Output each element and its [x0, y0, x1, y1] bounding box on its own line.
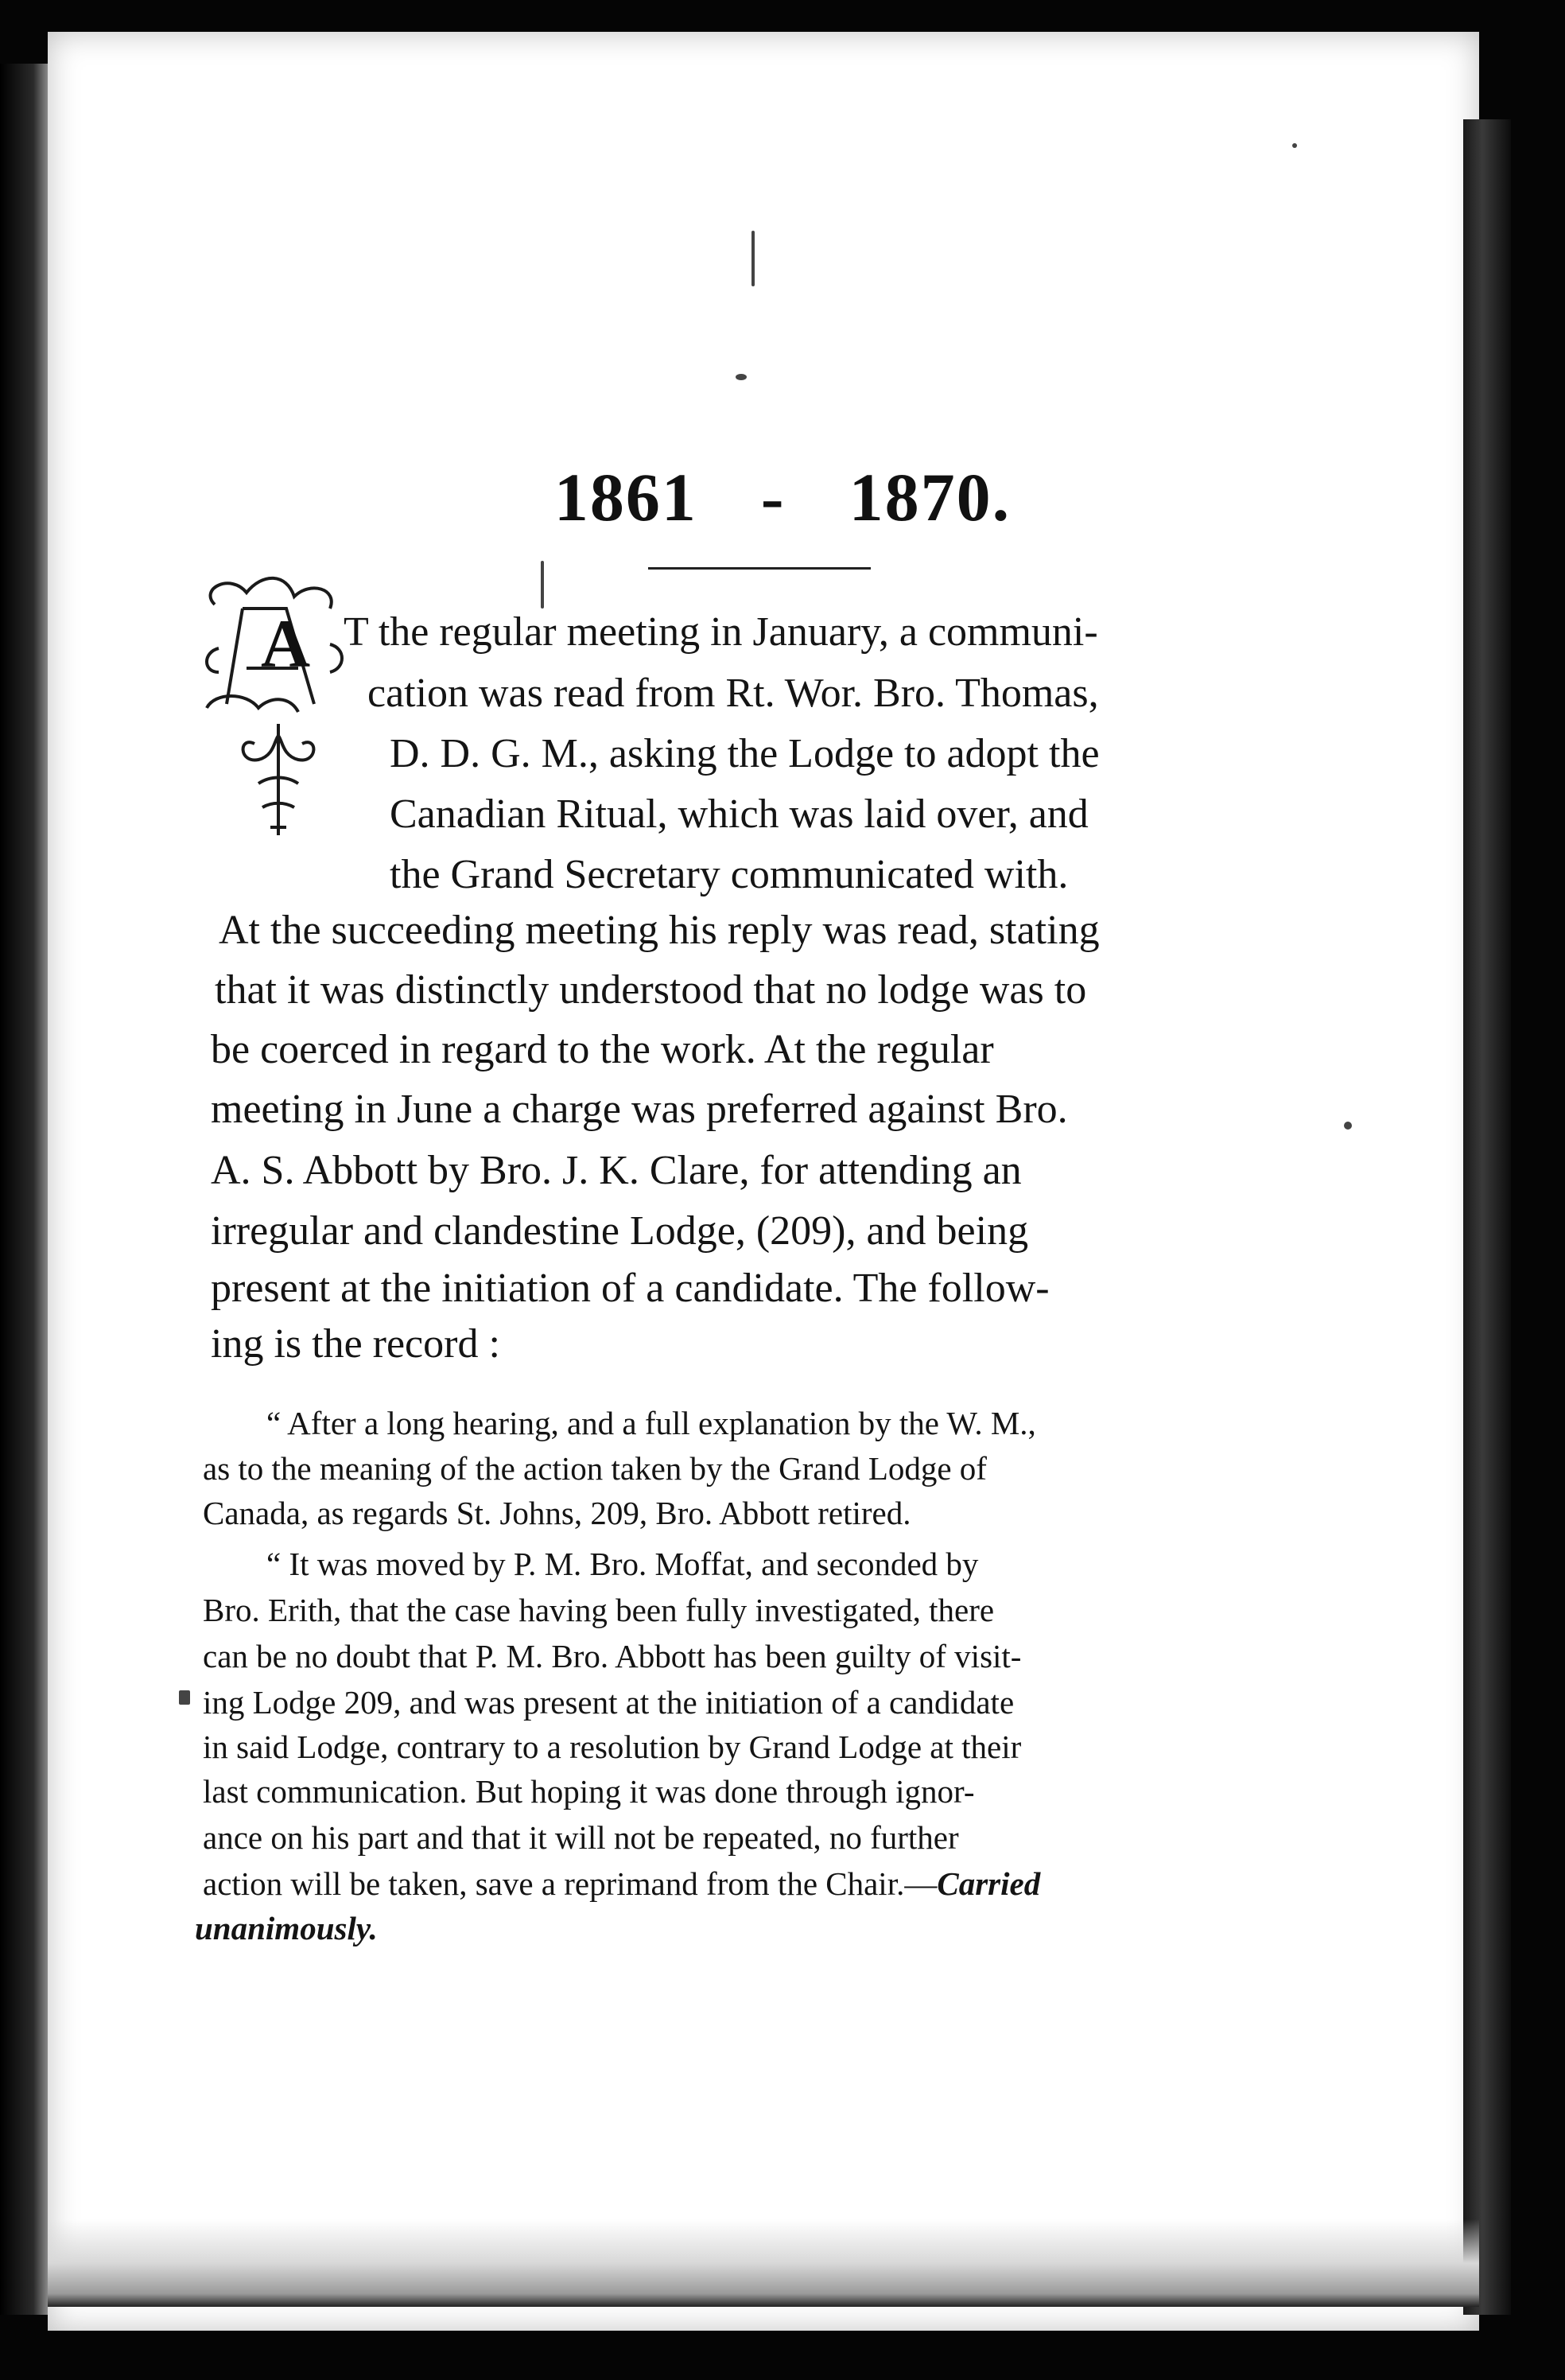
- ink-speck: [736, 374, 747, 380]
- body-line-6: At the succeeding meeting his reply was read, stating: [219, 908, 1100, 953]
- record-line-3: Canada, as regards St. Johns, 209, Bro. Abbott retired.: [203, 1495, 911, 1531]
- record-line-11-text: action will be taken, save a reprimand from the Chair.—: [203, 1865, 938, 1902]
- ink-speck: [179, 1690, 190, 1705]
- record-line-4: “ It was moved by P. M. Bro. Moffat, and seconded by: [266, 1546, 979, 1582]
- body-line-13: ing is the record :: [211, 1321, 500, 1367]
- book-spine: [1463, 119, 1511, 2315]
- body-line-11: irregular and clandestine Lodge, (209), and being: [211, 1208, 1029, 1254]
- ink-speck: [1344, 1122, 1352, 1130]
- record-line-7: ing Lodge 209, and was present at the initiation of a candidate: [203, 1684, 1015, 1721]
- ink-speck: [1292, 143, 1297, 148]
- ornamental-drop-cap: [199, 573, 358, 843]
- body-line-1: T the regular meeting in January, a communi-: [344, 609, 1098, 655]
- body-line-10: A. S. Abbott by Bro. J. K. Clare, for attending an: [211, 1148, 1022, 1193]
- body-line-7: that it was distinctly understood that no lodge was to: [215, 967, 1087, 1013]
- heading-end-year: 1870.: [849, 459, 1012, 535]
- heading-separator: -: [760, 459, 786, 535]
- record-line-12: [195, 1909, 378, 1947]
- body-line-5: the Grand Secretary communicated with.: [390, 852, 1069, 897]
- body-line-9: meeting in June a charge was preferred against Bro.: [211, 1087, 1068, 1132]
- body-line-4: Canadian Ritual, which was laid over, and: [390, 791, 1089, 837]
- ink-mark: [541, 561, 544, 609]
- record-carried-tail: unanimously.: [195, 1910, 378, 1946]
- record-line-8: in said Lodge, contrary to a resolution by Grand Lodge at their: [203, 1729, 1022, 1765]
- bottom-page-edge: [48, 2219, 1479, 2307]
- record-line-6: can be no doubt that P. M. Bro. Abbott has been guilty of visit-: [203, 1638, 1022, 1674]
- record-line-10: ance on his part and that it will not be repeated, no further: [203, 1819, 959, 1856]
- record-carried: Carried: [937, 1865, 1041, 1902]
- drop-cap-letter: A: [261, 605, 311, 682]
- body-line-3: D. D. G. M., asking the Lodge to adopt the: [390, 731, 1100, 776]
- page-heading: [0, 457, 1565, 537]
- record-line-2: as to the meaning of the action taken by the Grand Lodge of: [203, 1450, 987, 1487]
- heading-start-year: 1861: [553, 459, 697, 535]
- ink-mark: [751, 231, 755, 286]
- record-line-5: Bro. Erith, that the case having been fully investigated, there: [203, 1592, 995, 1628]
- body-line-2: cation was read from Rt. Wor. Bro. Thomas,: [367, 671, 1099, 716]
- heading-rule: [648, 567, 871, 570]
- record-line-11: [203, 1865, 1040, 1903]
- record-line-1: “ After a long hearing, and a full explanation by the W. M.,: [266, 1405, 1036, 1441]
- body-line-12: present at the initiation of a candidate. The follow-: [211, 1266, 1050, 1311]
- body-line-8: be coerced in regard to the work. At the regular: [211, 1027, 994, 1072]
- record-line-9: last communication. But hoping it was done through ignor-: [203, 1773, 975, 1810]
